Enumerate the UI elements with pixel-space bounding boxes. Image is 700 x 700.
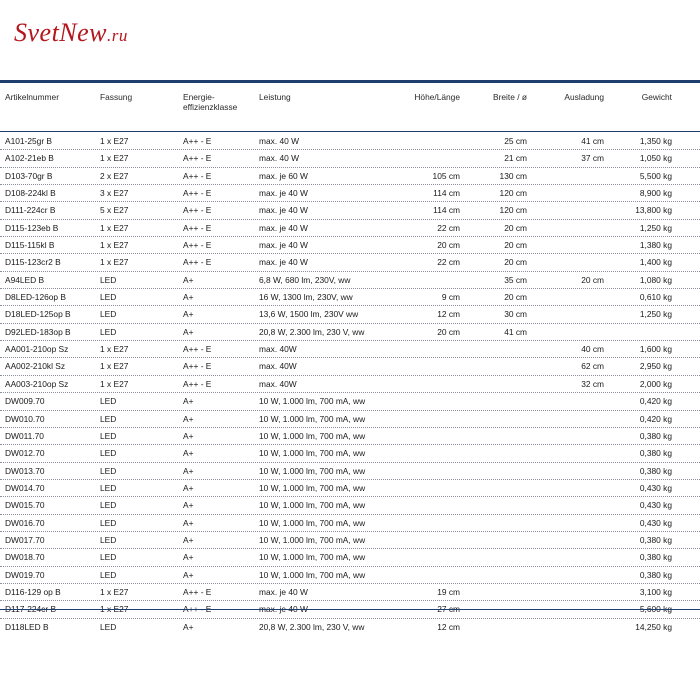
cell-effizienzklasse: A++ - E xyxy=(183,136,212,146)
cell-leistung: 10 W, 1.000 lm, 700 mA, ww xyxy=(259,517,366,528)
cell-gewicht: 0,430 kg xyxy=(639,482,672,493)
cell-gewicht: 0,610 kg xyxy=(639,292,672,303)
cell-breite: 20 cm xyxy=(504,240,527,251)
cell-artikelnummer: D118LED B xyxy=(5,621,49,632)
cell-artikelnummer: DW018.70 xyxy=(5,552,45,563)
cell-effizienzklasse: A+ xyxy=(183,482,194,493)
cell-breite: 41 cm xyxy=(504,326,527,337)
cell-leistung: 6,8 W, 680 lm, 230V, ww xyxy=(259,274,351,285)
table-row xyxy=(0,324,700,341)
cell-leistung: max. 40 W xyxy=(259,136,300,146)
table-row xyxy=(0,567,700,584)
cell-hoehe: 114 cm xyxy=(433,205,460,216)
cell-leistung: 10 W, 1.000 lm, 700 mA, ww xyxy=(259,482,366,493)
cell-leistung: 20,8 W, 2.300 lm, 230 V, ww xyxy=(259,621,365,632)
cell-fassung: 1 x E27 xyxy=(100,240,129,251)
cell-artikelnummer: D115-123cr2 B xyxy=(5,257,61,268)
cell-breite: 25 cm xyxy=(504,136,527,146)
cell-fassung: LED xyxy=(100,465,117,476)
cell-effizienzklasse: A++ - E xyxy=(183,188,212,199)
cell-fassung: LED xyxy=(100,448,117,459)
header-leistung: Leistung xyxy=(259,92,291,102)
header-artikelnummer: Artikelnummer xyxy=(5,92,59,102)
cell-artikelnummer: DW009.70 xyxy=(5,396,45,407)
cell-leistung: 10 W, 1.000 lm, 700 mA, ww xyxy=(259,534,366,545)
cell-leistung: max. je 40 W xyxy=(259,188,308,199)
table-row xyxy=(0,428,700,445)
cell-gewicht: 0,420 kg xyxy=(639,396,672,407)
cell-effizienzklasse: A+ xyxy=(183,500,194,511)
cell-hoehe: 20 cm xyxy=(437,326,460,337)
cell-gewicht: 1,250 kg xyxy=(639,222,672,233)
cell-effizienzklasse: A++ - E xyxy=(183,586,212,597)
cell-breite: 20 cm xyxy=(504,292,527,303)
header-gewicht: Gewicht xyxy=(641,92,672,102)
cell-breite: 130 cm xyxy=(499,170,527,181)
cell-effizienzklasse: A++ - E xyxy=(183,205,212,216)
cell-gewicht: 2,950 kg xyxy=(639,361,672,372)
cell-fassung: LED xyxy=(100,621,117,632)
cell-artikelnummer: A101-25gr B xyxy=(5,136,53,146)
cell-effizienzklasse: A++ - E xyxy=(183,222,212,233)
cell-hoehe: 12 cm xyxy=(437,309,460,320)
cell-effizienzklasse: A+ xyxy=(183,430,194,441)
cell-leistung: 10 W, 1.000 lm, 700 mA, ww xyxy=(259,448,366,459)
site-logo[interactable] xyxy=(14,18,128,48)
cell-hoehe: 20 cm xyxy=(437,240,460,251)
cell-artikelnummer: AA003-210op Sz xyxy=(5,378,69,389)
cell-effizienzklasse: A+ xyxy=(183,448,194,459)
table-row xyxy=(0,358,700,375)
cell-gewicht: 3,100 kg xyxy=(639,586,672,597)
header-fassung: Fassung xyxy=(100,92,133,102)
cell-fassung: LED xyxy=(100,482,117,493)
cell-artikelnummer: DW010.70 xyxy=(5,413,45,424)
cell-artikelnummer: DW019.70 xyxy=(5,569,45,580)
cell-leistung: 10 W, 1.000 lm, 700 mA, ww xyxy=(259,430,366,441)
table-row xyxy=(0,376,700,393)
cell-effizienzklasse: A+ xyxy=(183,517,194,528)
cell-ausladung: 41 cm xyxy=(581,136,604,146)
cell-fassung: LED xyxy=(100,274,117,285)
cell-fassung: LED xyxy=(100,552,117,563)
cell-artikelnummer: DW016.70 xyxy=(5,517,45,528)
cell-artikelnummer: D108-224kl B xyxy=(5,188,56,199)
cell-effizienzklasse: A+ xyxy=(183,413,194,424)
cell-breite: 120 cm xyxy=(499,188,527,199)
cell-leistung: max. 40 W xyxy=(259,153,300,164)
cell-gewicht: 0,380 kg xyxy=(639,448,672,459)
logo-domain: .ru xyxy=(107,26,128,45)
cell-fassung: LED xyxy=(100,292,117,303)
cell-fassung: LED xyxy=(100,309,117,320)
cell-artikelnummer: A102-21eb B xyxy=(5,153,54,164)
cell-artikelnummer: DW014.70 xyxy=(5,482,45,493)
cell-fassung: LED xyxy=(100,517,117,528)
cell-ausladung: 20 cm xyxy=(581,274,604,285)
cell-effizienzklasse: A++ - E xyxy=(183,257,212,268)
header-breite: Breite / ø xyxy=(493,92,527,102)
cell-breite: 20 cm xyxy=(504,257,527,268)
cell-artikelnummer: DW013.70 xyxy=(5,465,45,476)
cell-leistung: max. je 40 W xyxy=(259,257,308,268)
cell-effizienzklasse: A++ - E xyxy=(183,361,212,372)
cell-fassung: 1 x E27 xyxy=(100,586,129,597)
cell-breite: 120 cm xyxy=(499,205,527,216)
cell-leistung: max. je 60 W xyxy=(259,170,308,181)
cell-effizienzklasse: A+ xyxy=(183,274,194,285)
cell-fassung: LED xyxy=(100,430,117,441)
cell-artikelnummer: DW017.70 xyxy=(5,534,45,545)
table-row xyxy=(0,549,700,566)
product-table xyxy=(0,133,700,635)
cell-fassung: 2 x E27 xyxy=(100,170,129,181)
cell-gewicht: 0,430 kg xyxy=(639,500,672,511)
cell-breite: 20 cm xyxy=(504,222,527,233)
cell-fassung: 3 x E27 xyxy=(100,188,129,199)
cell-gewicht: 0,380 kg xyxy=(639,569,672,580)
cell-effizienzklasse: A++ - E xyxy=(183,344,212,355)
cell-leistung: max. je 40 W xyxy=(259,240,308,251)
table-row xyxy=(0,463,700,480)
cell-fassung: LED xyxy=(100,396,117,407)
cell-leistung: 16 W, 1300 lm, 230V, ww xyxy=(259,292,353,303)
cell-gewicht: 0,380 kg xyxy=(639,552,672,563)
cell-leistung: max. 40W xyxy=(259,361,297,372)
cell-artikelnummer: AA002-210kl Sz xyxy=(5,361,66,372)
table-row xyxy=(0,393,700,410)
cell-effizienzklasse: A+ xyxy=(183,326,194,337)
cell-ausladung: 40 cm xyxy=(581,344,604,355)
table-row xyxy=(0,532,700,549)
cell-gewicht: 0,380 kg xyxy=(639,430,672,441)
cell-leistung: 10 W, 1.000 lm, 700 mA, ww xyxy=(259,552,366,563)
cell-gewicht: 1,250 kg xyxy=(639,309,672,320)
cell-leistung: 10 W, 1.000 lm, 700 mA, ww xyxy=(259,465,366,476)
cell-leistung: max. je 40 W xyxy=(259,205,308,216)
table-row xyxy=(0,619,700,635)
cell-artikelnummer: D111-224cr B xyxy=(5,205,56,216)
cell-artikelnummer: A94LED B xyxy=(5,274,45,285)
cell-gewicht: 2,000 kg xyxy=(639,378,672,389)
cell-hoehe: 19 cm xyxy=(437,586,460,597)
table-row xyxy=(0,185,700,202)
table-row xyxy=(0,497,700,514)
cell-gewicht: 1,080 kg xyxy=(639,274,672,285)
cell-artikelnummer: AA001-210op Sz xyxy=(5,344,69,355)
cell-artikelnummer: D18LED-125op B xyxy=(5,309,71,320)
cell-fassung: 1 x E27 xyxy=(100,222,129,233)
cell-effizienzklasse: A++ - E xyxy=(183,378,212,389)
table-row xyxy=(0,133,700,150)
logo-name: SvetNew xyxy=(14,18,108,47)
table-row xyxy=(0,237,700,254)
cell-leistung: max. 40W xyxy=(259,378,297,389)
cell-fassung: 1 x E27 xyxy=(100,257,129,268)
cell-fassung: LED xyxy=(100,326,117,337)
cell-fassung: 5 x E27 xyxy=(100,205,129,216)
cell-hoehe: 22 cm xyxy=(437,222,460,233)
cell-artikelnummer: DW011.70 xyxy=(5,430,44,441)
cell-gewicht: 14,250 kg xyxy=(635,621,672,632)
header-hoehe-laenge: Höhe/Länge xyxy=(414,92,460,102)
table-header xyxy=(0,92,700,132)
table-row xyxy=(0,584,700,601)
cell-gewicht: 1,400 kg xyxy=(639,257,672,268)
header-energieeffizienzklasse: Energie- effizienzklasse xyxy=(183,92,238,112)
cell-effizienzklasse: A+ xyxy=(183,292,194,303)
cell-artikelnummer: D92LED-183op B xyxy=(5,326,71,337)
cell-hoehe: 114 cm xyxy=(433,188,460,199)
cell-artikelnummer: DW015.70 xyxy=(5,500,45,511)
cell-effizienzklasse: A+ xyxy=(183,465,194,476)
cell-gewicht: 0,380 kg xyxy=(639,534,672,545)
table-row xyxy=(0,515,700,532)
cell-hoehe: 9 cm xyxy=(441,292,460,303)
cell-hoehe: 105 cm xyxy=(432,170,460,181)
cell-breite: 30 cm xyxy=(504,309,527,320)
cell-effizienzklasse: A++ - E xyxy=(183,170,212,181)
table-row xyxy=(0,289,700,306)
cell-gewicht: 8,900 kg xyxy=(639,188,672,199)
cell-gewicht: 13,800 kg xyxy=(635,205,672,216)
cell-artikelnummer: D115-123eb B xyxy=(5,222,59,233)
cell-fassung: 1 x E27 xyxy=(100,344,129,355)
cell-gewicht: 0,420 kg xyxy=(639,413,672,424)
cell-leistung: 10 W, 1.000 lm, 700 mA, ww xyxy=(259,396,366,407)
cell-fassung: LED xyxy=(100,500,117,511)
bottom-rule xyxy=(0,609,700,610)
table-row xyxy=(0,445,700,462)
cell-fassung: LED xyxy=(100,569,117,580)
cell-artikelnummer: D8LED-126op B xyxy=(5,292,66,303)
table-row xyxy=(0,254,700,271)
cell-ausladung: 62 cm xyxy=(581,361,604,372)
cell-leistung: max. 40W xyxy=(259,344,297,355)
cell-leistung: 20,8 W, 2.300 lm, 230 V, ww xyxy=(259,326,365,337)
cell-breite: 35 cm xyxy=(504,274,527,285)
cell-fassung: 1 x E27 xyxy=(100,361,129,372)
header-ausladung: Ausladung xyxy=(564,92,604,102)
cell-fassung: LED xyxy=(100,534,117,545)
table-row xyxy=(0,202,700,219)
cell-fassung: 1 x E27 xyxy=(100,153,129,164)
cell-effizienzklasse: A+ xyxy=(183,621,194,632)
cell-gewicht: 5,500 kg xyxy=(639,170,672,181)
cell-fassung: 1 x E27 xyxy=(100,136,129,146)
table-row xyxy=(0,341,700,358)
cell-gewicht: 1,050 kg xyxy=(639,153,672,164)
cell-fassung: 1 x E27 xyxy=(100,378,129,389)
cell-hoehe: 22 cm xyxy=(437,257,460,268)
header-rule xyxy=(0,131,700,132)
cell-artikelnummer: D103-70gr B xyxy=(5,170,53,181)
cell-leistung: 10 W, 1.000 lm, 700 mA, ww xyxy=(259,413,366,424)
top-rule xyxy=(0,80,700,83)
cell-effizienzklasse: A+ xyxy=(183,309,194,320)
cell-leistung: 13,6 W, 1500 lm, 230V ww xyxy=(259,309,359,320)
table-row xyxy=(0,168,700,185)
cell-leistung: max. je 40 W xyxy=(259,222,308,233)
cell-hoehe: 12 cm xyxy=(437,621,460,632)
table-row xyxy=(0,150,700,167)
cell-gewicht: 0,380 kg xyxy=(639,465,672,476)
cell-effizienzklasse: A++ - E xyxy=(183,153,212,164)
cell-effizienzklasse: A+ xyxy=(183,534,194,545)
table-row xyxy=(0,411,700,428)
cell-gewicht: 1,380 kg xyxy=(639,240,672,251)
cell-breite: 21 cm xyxy=(504,153,527,164)
cell-effizienzklasse: A+ xyxy=(183,396,194,407)
cell-effizienzklasse: A++ - E xyxy=(183,240,212,251)
cell-gewicht: 1,350 kg xyxy=(639,136,672,146)
table-row xyxy=(0,480,700,497)
cell-artikelnummer: D116-129 op B xyxy=(5,586,61,597)
cell-leistung: 10 W, 1.000 lm, 700 mA, ww xyxy=(259,569,366,580)
table-row xyxy=(0,306,700,323)
cell-gewicht: 0,430 kg xyxy=(639,517,672,528)
cell-effizienzklasse: A+ xyxy=(183,569,194,580)
cell-artikelnummer: DW012.70 xyxy=(5,448,45,459)
cell-gewicht: 1,600 kg xyxy=(639,344,672,355)
cell-fassung: LED xyxy=(100,413,117,424)
table-row xyxy=(0,220,700,237)
cell-effizienzklasse: A+ xyxy=(183,552,194,563)
cell-leistung: max. je 40 W xyxy=(259,586,308,597)
cell-ausladung: 32 cm xyxy=(581,378,604,389)
table-row xyxy=(0,272,700,289)
cell-artikelnummer: D115-115kl B xyxy=(5,240,55,251)
cell-ausladung: 37 cm xyxy=(581,153,604,164)
cell-leistung: 10 W, 1.000 lm, 700 mA, ww xyxy=(259,500,366,511)
